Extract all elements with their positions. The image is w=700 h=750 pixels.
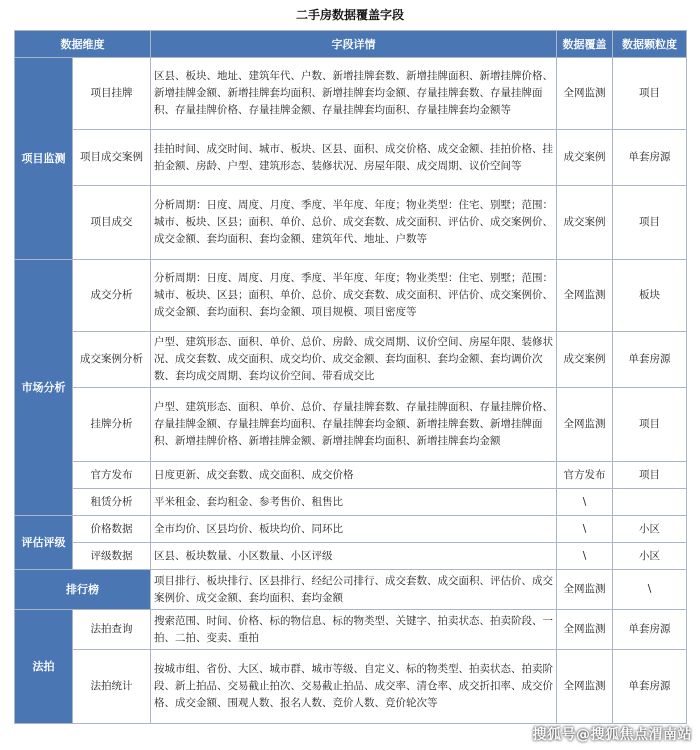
header-details: 字段详情 (151, 31, 557, 58)
granularity-value: 小区 (613, 516, 687, 543)
page-title: 二手房数据覆盖字段 (295, 8, 404, 22)
sub-dimension-label: 法拍统计 (73, 650, 151, 724)
table-row (15, 130, 687, 186)
field-details: 项目排行、板块排行、区县排行、经纪公司排行、成交套数、成交面积、评估价、成交案例价、成交金额、套均面积、套均金额 (151, 570, 557, 610)
table-row (15, 516, 687, 543)
table-row (15, 58, 687, 130)
data-coverage-table (14, 30, 687, 724)
coverage-value: 全网监测 (557, 650, 613, 724)
coverage-value: \ (557, 489, 613, 516)
group-label-project-monitoring: 项目监测 (15, 58, 73, 260)
field-details: 分析周期：日度、周度、月度、季度、半年度、年度；物业类型：住宅、别墅；范围：城市、板块、区县；面积、单价、总价、成交套数、成交面积、评估价、成交案例价、成交金额、套均面积、套均金额、建筑年代、地址、户数等 (151, 186, 557, 260)
header-granularity: 数据颗粒度 (613, 31, 687, 58)
granularity-value: \ (613, 570, 687, 610)
granularity-value: 小区 (613, 543, 687, 570)
field-details: 按城市组、省份、大区、城市群、城市等级、自定义、标的物类型、拍卖状态、拍卖阶段、新上拍品、交易截止拍次、交易截止拍品、成交率、清仓率、成交折扣率、成交价格、成交金额、围观人数、报名人数、竞价人数、竞价轮次等 (151, 650, 557, 724)
coverage-value: 成交案例 (557, 186, 613, 260)
coverage-value: 全网监测 (557, 570, 613, 610)
coverage-value: 全网监测 (557, 260, 613, 332)
field-details: 挂拍时间、成交时间、城市、板块、区县、面积、成交价格、成交金额、挂拍价格、挂拍金额、房龄、户型、建筑形态、装修状况、房屋年限、成交周期、议价空间等 (151, 130, 557, 186)
granularity-value: 单套房源 (613, 130, 687, 186)
group-label-valuation-rating: 评估评级 (15, 516, 73, 570)
table-row (15, 462, 687, 489)
sub-dimension-label: 价格数据 (73, 516, 151, 543)
field-details: 全市均价、区县均价、板块均价、同环比 (151, 516, 557, 543)
group-label-market-analysis: 市场分析 (15, 260, 73, 516)
table-row (15, 186, 687, 260)
coverage-value: 全网监测 (557, 610, 613, 650)
granularity-value: 项目 (613, 462, 687, 489)
coverage-value: \ (557, 543, 613, 570)
field-details: 户型、建筑形态、面积、单价、总价、房龄、成交周期、议价空间、房屋年限、装修状况、成交套数、成交面积、成交均价、成交金额、套均面积、套均金额、套均调价次数、套均成交周期、套均议价空间、带看成交比 (151, 332, 557, 388)
table-header-row (15, 31, 687, 58)
field-details: 日度更新、成交套数、成交面积、成交价格 (151, 462, 557, 489)
granularity-value: 项目 (613, 186, 687, 260)
table-row (15, 388, 687, 462)
table-row (15, 260, 687, 332)
field-details: 户型、建筑形态、面积、单价、总价、存量挂牌套数、存量挂牌面积、存量挂牌价格、存量挂牌金额、存量挂牌套均面积、存量挂牌套均金额、新增挂牌套数、新增挂牌面积、新增挂牌价格、新增挂牌金额、新增挂牌套均面积、新增挂牌套均金额 (151, 388, 557, 462)
sub-dimension-label: 租赁分析 (73, 489, 151, 516)
field-details: 区县、板块数量、小区数量、小区评级 (151, 543, 557, 570)
granularity-value: 项目 (613, 388, 687, 462)
coverage-value: 全网监测 (557, 388, 613, 462)
group-label-rankings: 排行榜 (15, 570, 151, 610)
table-row (15, 332, 687, 388)
granularity-value: 板块 (613, 260, 687, 332)
granularity-value: 单套房源 (613, 332, 687, 388)
sub-dimension-label: 项目成交案例 (73, 130, 151, 186)
field-details: 平米租金、套均租金、参考售价、租售比 (151, 489, 557, 516)
coverage-value: 官方发布 (557, 462, 613, 489)
coverage-value: \ (557, 516, 613, 543)
sub-dimension-label: 项目成交 (73, 186, 151, 260)
sub-dimension-label: 评级数据 (73, 543, 151, 570)
coverage-value: 成交案例 (557, 332, 613, 388)
sub-dimension-label: 成交案例分析 (73, 332, 151, 388)
sub-dimension-label: 法拍查询 (73, 610, 151, 650)
sub-dimension-label: 成交分析 (73, 260, 151, 332)
coverage-value: 全网监测 (557, 58, 613, 130)
granularity-value: 单套房源 (613, 650, 687, 724)
table-row (15, 543, 687, 570)
sub-dimension-label: 项目挂牌 (73, 58, 151, 130)
field-details: 搜索范围、时间、价格、标的物信息、标的物类型、关键字、拍卖状态、拍卖阶段、一拍、二拍、变卖、重拍 (151, 610, 557, 650)
field-details: 分析周期：日度、周度、月度、季度、半年度、年度；物业类型：住宅、别墅；范围：城市、板块、区县；面积、单价、总价、成交套数、成交面积、评估价、成交案例价、成交金额、套均面积、套均金额、项目规模、项目密度等 (151, 260, 557, 332)
header-dimension: 数据维度 (15, 31, 151, 58)
field-details: 区县、板块、地址、建筑年代、户数、新增挂牌套数、新增挂牌面积、新增挂牌价格、新增挂牌金额、新增挂牌套均面积、新增挂牌套均金额、存量挂牌套数、存量挂牌面积、存量挂牌价格、存量挂牌金额、存量挂牌套均面积、存量挂牌套均金额等 (151, 58, 557, 130)
table-row (15, 489, 687, 516)
header-coverage: 数据覆盖 (557, 31, 613, 58)
granularity-value: 单套房源 (613, 610, 687, 650)
watermark: 搜狐号@搜狐焦点渭南站 (532, 727, 692, 743)
sub-dimension-label: 官方发布 (73, 462, 151, 489)
table-row (15, 610, 687, 650)
table-row (15, 570, 687, 610)
table-row (15, 650, 687, 724)
sub-dimension-label: 挂牌分析 (73, 388, 151, 462)
granularity-value (613, 489, 687, 516)
coverage-value: 成交案例 (557, 130, 613, 186)
granularity-value: 项目 (613, 58, 687, 130)
group-label-judicial-auction: 法拍 (15, 610, 73, 724)
